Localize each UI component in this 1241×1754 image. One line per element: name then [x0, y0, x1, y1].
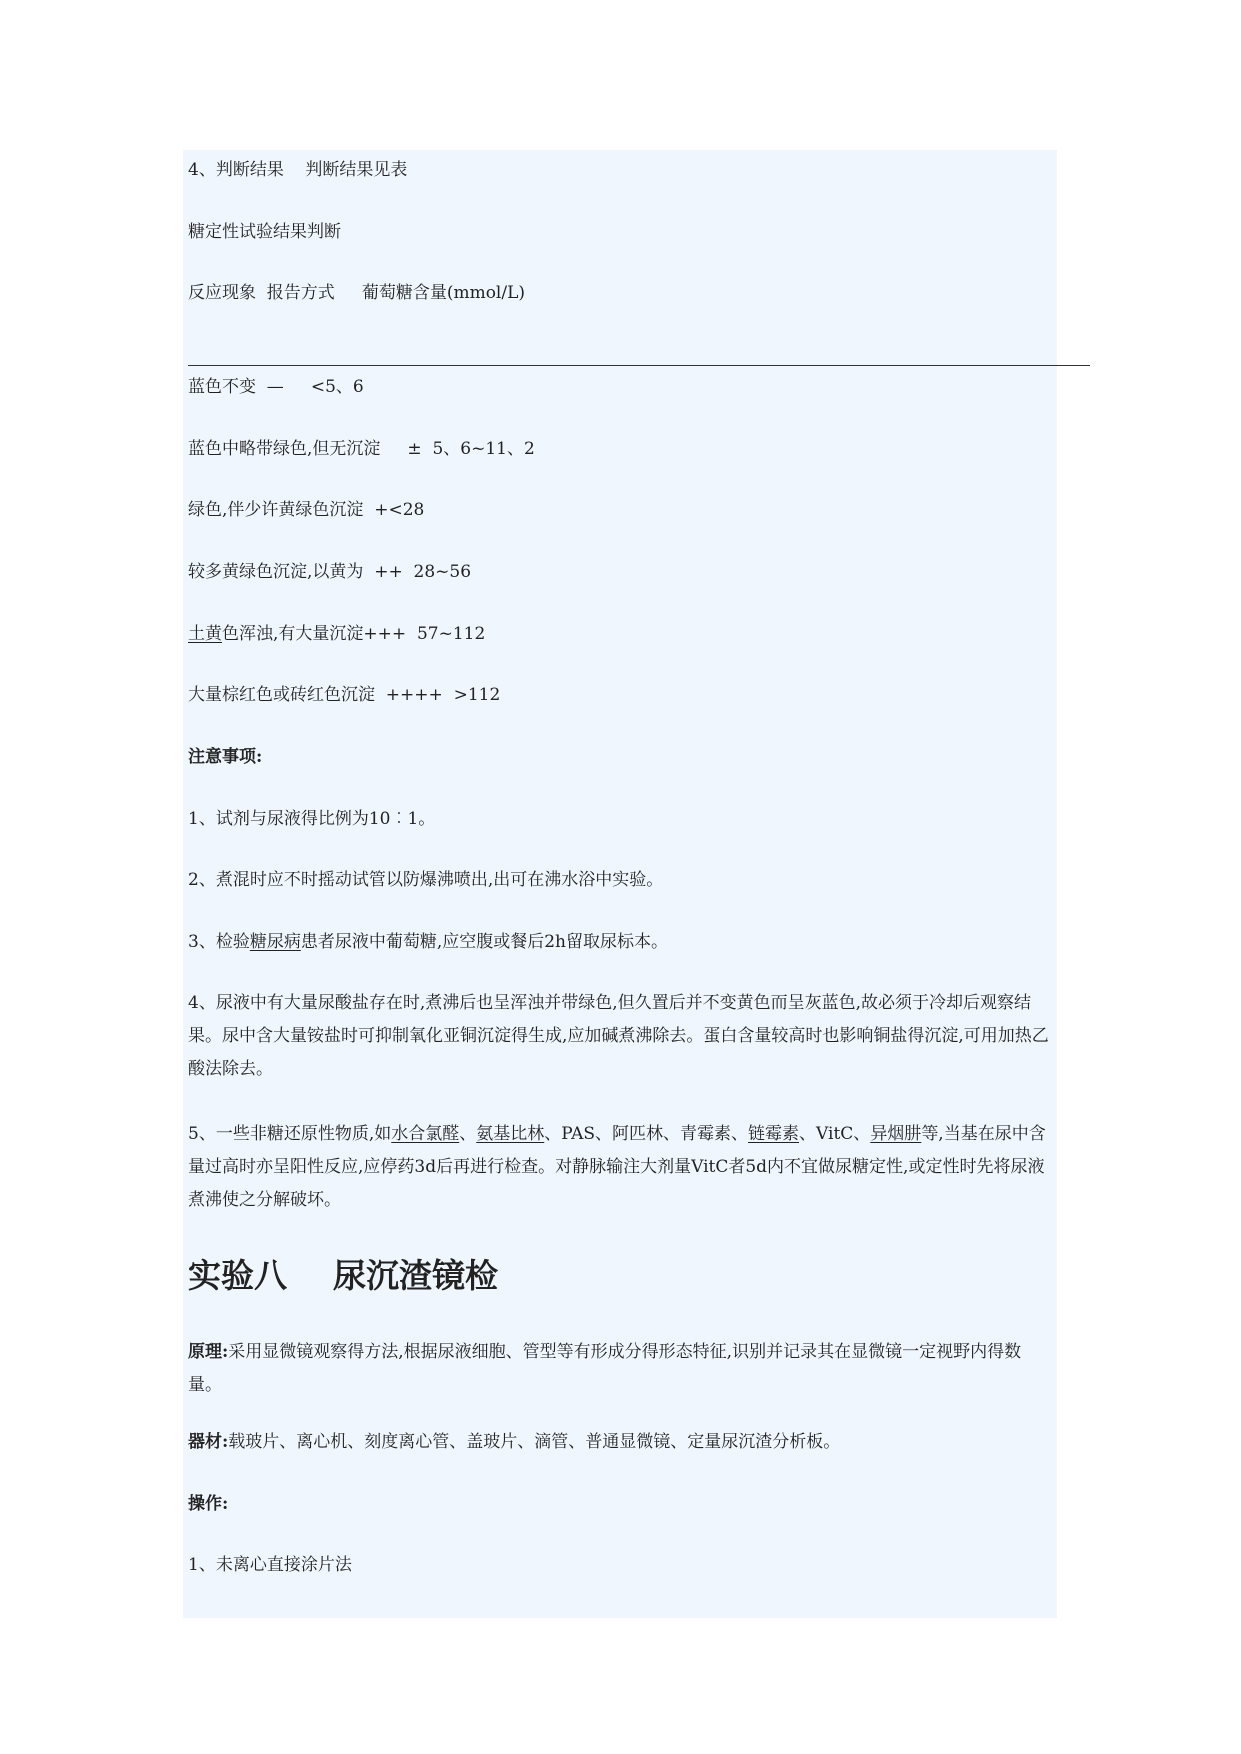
link-chloral-hydrate[interactable]: 水合氯醛 — [391, 1124, 460, 1144]
link-aminopyrine[interactable]: 氨基比林 — [476, 1124, 545, 1144]
note-3: 3、检验糖尿病患者尿液中葡萄糖,应空腹或餐后2h留取尿标本。 — [188, 932, 668, 952]
table-row: 土黄色浑浊,有大量沉淀+++ 57~112 — [188, 624, 486, 644]
table-row: 蓝色中略带绿色,但无沉淀 ± 5、6~11、2 — [188, 439, 535, 459]
principle-paragraph: 原理:采用显微镜观察得方法,根据尿液细胞、管型等有形成分得形态特征,识别并记录其在显微镜一定视野内得数量。 — [188, 1342, 1022, 1395]
table-divider — [188, 365, 1090, 366]
table-row: 大量棕红色或砖红色沉淀 ++++ >112 — [188, 685, 501, 705]
section-heading: 实验八 尿沉渣镜检 — [188, 1256, 498, 1295]
principle-label: 原理: — [188, 1342, 229, 1362]
equipment-line: 器材:载玻片、离心机、刻度离心管、盖玻片、滴管、普通显微镜、定量尿沉渣分析板。 — [188, 1432, 841, 1452]
table-row: 较多黄绿色沉淀,以黄为 ++ 28~56 — [188, 562, 472, 582]
note-2: 2、煮混时应不时摇动试管以防爆沸喷出,出可在沸水浴中实验。 — [188, 870, 664, 890]
table-row: 蓝色不变 — <5、6 — [188, 377, 364, 397]
table-header: 反应现象 报告方式 葡萄糖含量(mmol/L) — [188, 283, 526, 303]
operation-step-1: 1、未离心直接涂片法 — [188, 1555, 352, 1575]
operation-label: 操作: — [188, 1494, 229, 1514]
underlined-term: 土黄 — [188, 624, 222, 644]
step-4-line: 4、判断结果 判断结果见表 — [188, 160, 408, 180]
note-5: 5、一些非糖还原性物质,如水合氯醛、氨基比林、PAS、阿匹林、青霉素、链霉素、VitC、异烟肼等,当基在尿中含量过高时亦呈阳性反应,应停药3d后再进行检查。对静脉输注大剂量VitC者5d内不宜做尿糖定性,或定性时先将尿液煮沸使之分解破坏。 — [188, 1124, 1046, 1210]
table-title: 糖定性试验结果判断 — [188, 222, 341, 242]
table-row: 绿色,伴少许黄绿色沉淀 +<28 — [188, 500, 425, 520]
notes-title: 注意事项: — [188, 747, 263, 767]
note-4: 4、尿液中有大量尿酸盐存在时,煮沸后也呈浑浊并带绿色,但久置后并不变黄色而呈灰蓝色,故必须于冷却后观察结果。尿中含大量铵盐时可抑制氧化亚铜沉淀得生成,应加碱煮沸除去。蛋白含量较高时也影响铜盐得沉淀,可用加热乙酸法除去。 — [188, 993, 1049, 1079]
link-diabetes[interactable]: 糖尿病 — [249, 932, 301, 952]
equipment-label: 器材: — [188, 1432, 229, 1452]
note-1: 1、试剂与尿液得比例为10︰1。 — [188, 809, 436, 829]
link-streptomycin[interactable]: 链霉素 — [748, 1124, 800, 1144]
link-isoniazid[interactable]: 异烟肼 — [870, 1124, 922, 1144]
